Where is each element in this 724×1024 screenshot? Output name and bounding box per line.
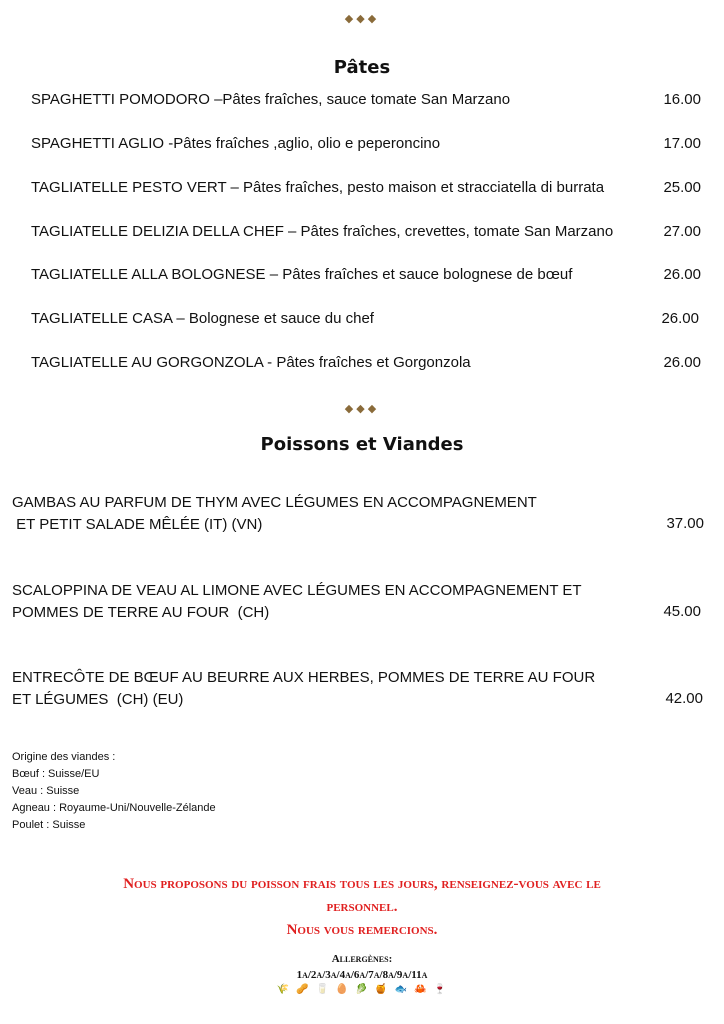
dish-line-1: GAMBAS AU PARFUM DE THYM AVEC LÉGUMES EN ACCOMPAGNEMENT	[12, 494, 537, 511]
notice-line-3: Nous vous remercions.	[286, 922, 438, 938]
notice-line-2: personnel.	[326, 899, 398, 915]
dish-price: 26.00	[661, 310, 699, 327]
origin-title: Origine des viandes :	[12, 751, 116, 763]
egg-icon: 🥚	[335, 984, 350, 995]
section-title-viandes: Poissons et Viandes	[260, 434, 464, 455]
dish-name: TAGLIATELLE CASA – Bolognese et sauce du chef	[31, 310, 374, 327]
dish-price: 42.00	[665, 690, 703, 707]
allergens-codes: 1a/2a/3a/4a/6a/7a/8a/9a/11a	[296, 969, 428, 981]
dish-price: 27.00	[663, 223, 701, 240]
fish-icon: 🐟	[394, 984, 408, 995]
milk-icon: 🥛	[315, 984, 330, 995]
dish-line-1: ENTRECÔTE DE BŒUF AU BEURRE AUX HERBES, POMMES DE TERRE AU FOUR	[12, 669, 596, 686]
meat-origin	[12, 749, 216, 834]
dish-line-2: ET PETIT SALADE MÊLÉE (IT) (VN)	[12, 516, 263, 533]
section-title-pates: Pâtes	[333, 57, 391, 78]
peanut-icon: 🥜	[296, 984, 310, 995]
crustacean-icon: 🦀	[414, 984, 428, 995]
dish-name	[12, 492, 537, 536]
allergen-icons	[0, 984, 724, 995]
dish-price: 25.00	[663, 179, 701, 196]
dish-name	[12, 580, 582, 624]
dish-name: TAGLIATELLE ALLA BOLOGNESE – Pâtes fraîches et sauce bolognese de bœuf	[31, 266, 573, 283]
dish-price: 26.00	[663, 266, 701, 283]
dish-price: 37.00	[666, 515, 704, 532]
origin-line: Poulet : Suisse	[12, 819, 86, 831]
notice-line-1: Nous proposons du poisson frais tous les jours, renseignez-vous avec le	[123, 876, 601, 892]
dish-line-2: POMMES DE TERRE AU FOUR (CH)	[12, 604, 270, 621]
ornament-top: ◆◆◆	[344, 12, 380, 25]
dish-price: 17.00	[663, 135, 701, 152]
mustard-icon: 🍯	[374, 984, 389, 995]
dish-name	[12, 667, 595, 711]
origin-line: Bœuf : Suisse/EU	[12, 768, 100, 780]
dish-name: TAGLIATELLE DELIZIA DELLA CHEF – Pâtes fraîches, crevettes, tomate San Marzano	[31, 223, 614, 240]
origin-line: Veau : Suisse	[12, 785, 80, 797]
wheat-icon: 🌾	[276, 984, 291, 995]
dish-price: 26.00	[663, 354, 701, 371]
dish-name: TAGLIATELLE AU GORGONZOLA - Pâtes fraîches et Gorgonzola	[31, 354, 471, 371]
dish-name: TAGLIATELLE PESTO VERT – Pâtes fraîches, pesto maison et stracciatella di burrata	[31, 179, 605, 196]
dish-line-2: ET LÉGUMES (CH) (EU)	[12, 691, 184, 708]
celery-icon: 🥬	[355, 984, 369, 995]
fresh-fish-notice	[0, 873, 724, 942]
dish-line-1: SCALOPPINA DE VEAU AL LIMONE AVEC LÉGUMES EN ACCOMPAGNEMENT ET	[12, 582, 582, 599]
dish-name: SPAGHETTI POMODORO –Pâtes fraîches, sauce tomate San Marzano	[31, 91, 511, 108]
dish-name: SPAGHETTI AGLIO -Pâtes fraîches ,aglio, olio e peperoncino	[31, 135, 441, 152]
sulphite-icon: 🍷	[433, 984, 448, 995]
dish-price: 45.00	[663, 603, 701, 620]
ornament-middle: ◆◆◆	[344, 402, 380, 415]
allergens-title: Allergènes:	[331, 953, 393, 965]
dish-price: 16.00	[663, 91, 701, 108]
origin-line: Agneau : Royaume-Uni/Nouvelle-Zélande	[12, 802, 216, 814]
